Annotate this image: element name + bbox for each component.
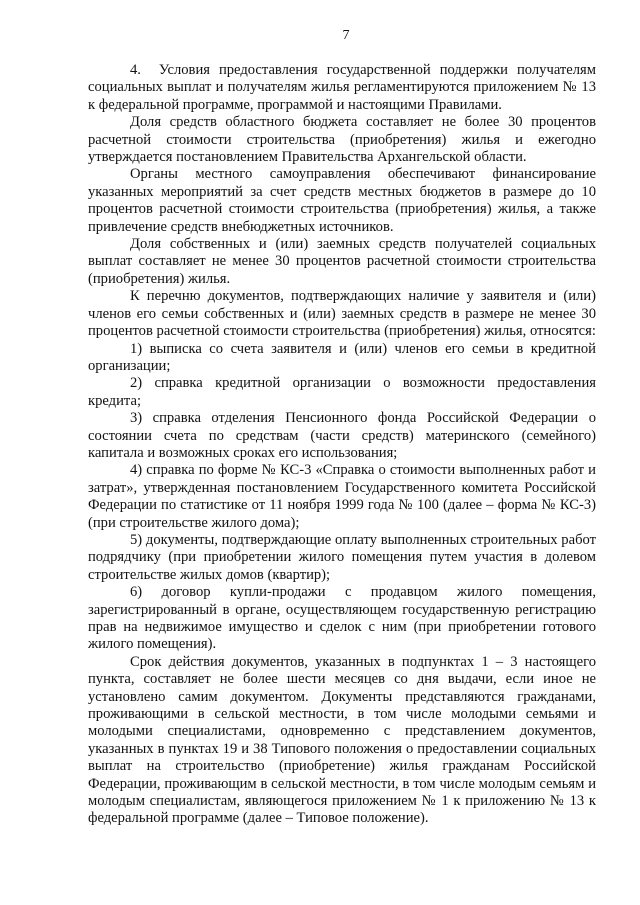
paragraph-local-government-financing: Органы местного самоуправления обеспечивают финансирование указанных мероприятий за счет средств местных бюджетов в размере до 10 процентов расчетной стоимости строительства (приобретения) жилья, а также привлечение средств внебюджетных источников. — [88, 166, 596, 235]
list-item-bank-statement: 1) выписка со счета заявителя и (или) членов его семьи в кредитной организации; — [88, 340, 596, 374]
document-page — [88, 28, 596, 828]
list-item-purchase-agreement: 6) договор купли-продажи с продавцом жилого помещения, зарегистрированный в органе, осуществляющем государственную регистрацию прав на недвижимое имущество и сделок с ним (при приобретении готового жилого помещения). — [88, 584, 596, 653]
paragraph-validity-period: Срок действия документов, указанных в подпунктах 1 – 3 настоящего пункта, составляет не более шести месяцев со дня выдачи, если иное не установлено самим документом. Документы представляются гражданами, проживающими в сельской местности, в том числе молодыми семьями и молодыми специалистами, одновременно с представлением документов, указанных в пунктах 19 и 38 Типового положения о предоставлении социальных выплат на строительство (приобретение) жилья гражданам Российской Федерации, проживающим в сельской местности, в том числе молодым семьям и молодым специалистам, являющегося приложением № 1 к приложению № 13 к федеральной программе (далее – Типовое положение). — [88, 653, 596, 827]
page-number: 7 — [342, 28, 350, 43]
paragraph-documents-list-intro: К перечню документов, подтверждающих наличие у заявителя и (или) членов его семьи собственных и (или) заемных средств в размере не менее 30 процентов расчетной стоимости строительства (приобретения) жилья, относятся: — [88, 288, 596, 340]
list-item-payment-documents: 5) документы, подтверждающие оплату выполненных строительных работ подрядчику (при приобретении жилого помещения путем участия в долевом строительстве жилых домов (квартир); — [88, 531, 596, 583]
paragraph-own-funds-share: Доля собственных и (или) заемных средств получателей социальных выплат составляет не менее 30 процентов расчетной стоимости строительства (приобретения) жилья. — [88, 236, 596, 287]
paragraph-regional-budget-share: Доля средств областного бюджета составляет не более 30 процентов расчетной стоимости строительства (приобретения) жилья и ежегодно утверждается постановлением Правительства Архангельской области. — [88, 114, 596, 166]
list-item-credit-certificate: 2) справка кредитной организации о возможности предоставления кредита; — [88, 375, 596, 409]
list-item-pension-fund-certificate: 3) справка отделения Пенсионного фонда Российской Федерации о состоянии счета по средствам (части средств) материнского (семейного) капитала и возможных сроках его использования; — [88, 410, 596, 461]
list-item-ks3-form: 4) справка по форме № КС-3 «Справка о стоимости выполненных работ и затрат», утвержденная постановлением Государственного комитета Российской Федерации по статистике от 11 ноября 1999 года № 100 (далее – форма № КС-3) (при строительстве жилого дома); — [88, 462, 596, 531]
paragraph-conditions: 4. Условия предоставления государственной поддержки получателям социальных выплат и получателям жилья регламентируются приложением № 13 к федеральной программе, программой и настоящими Правилами. — [88, 62, 596, 113]
